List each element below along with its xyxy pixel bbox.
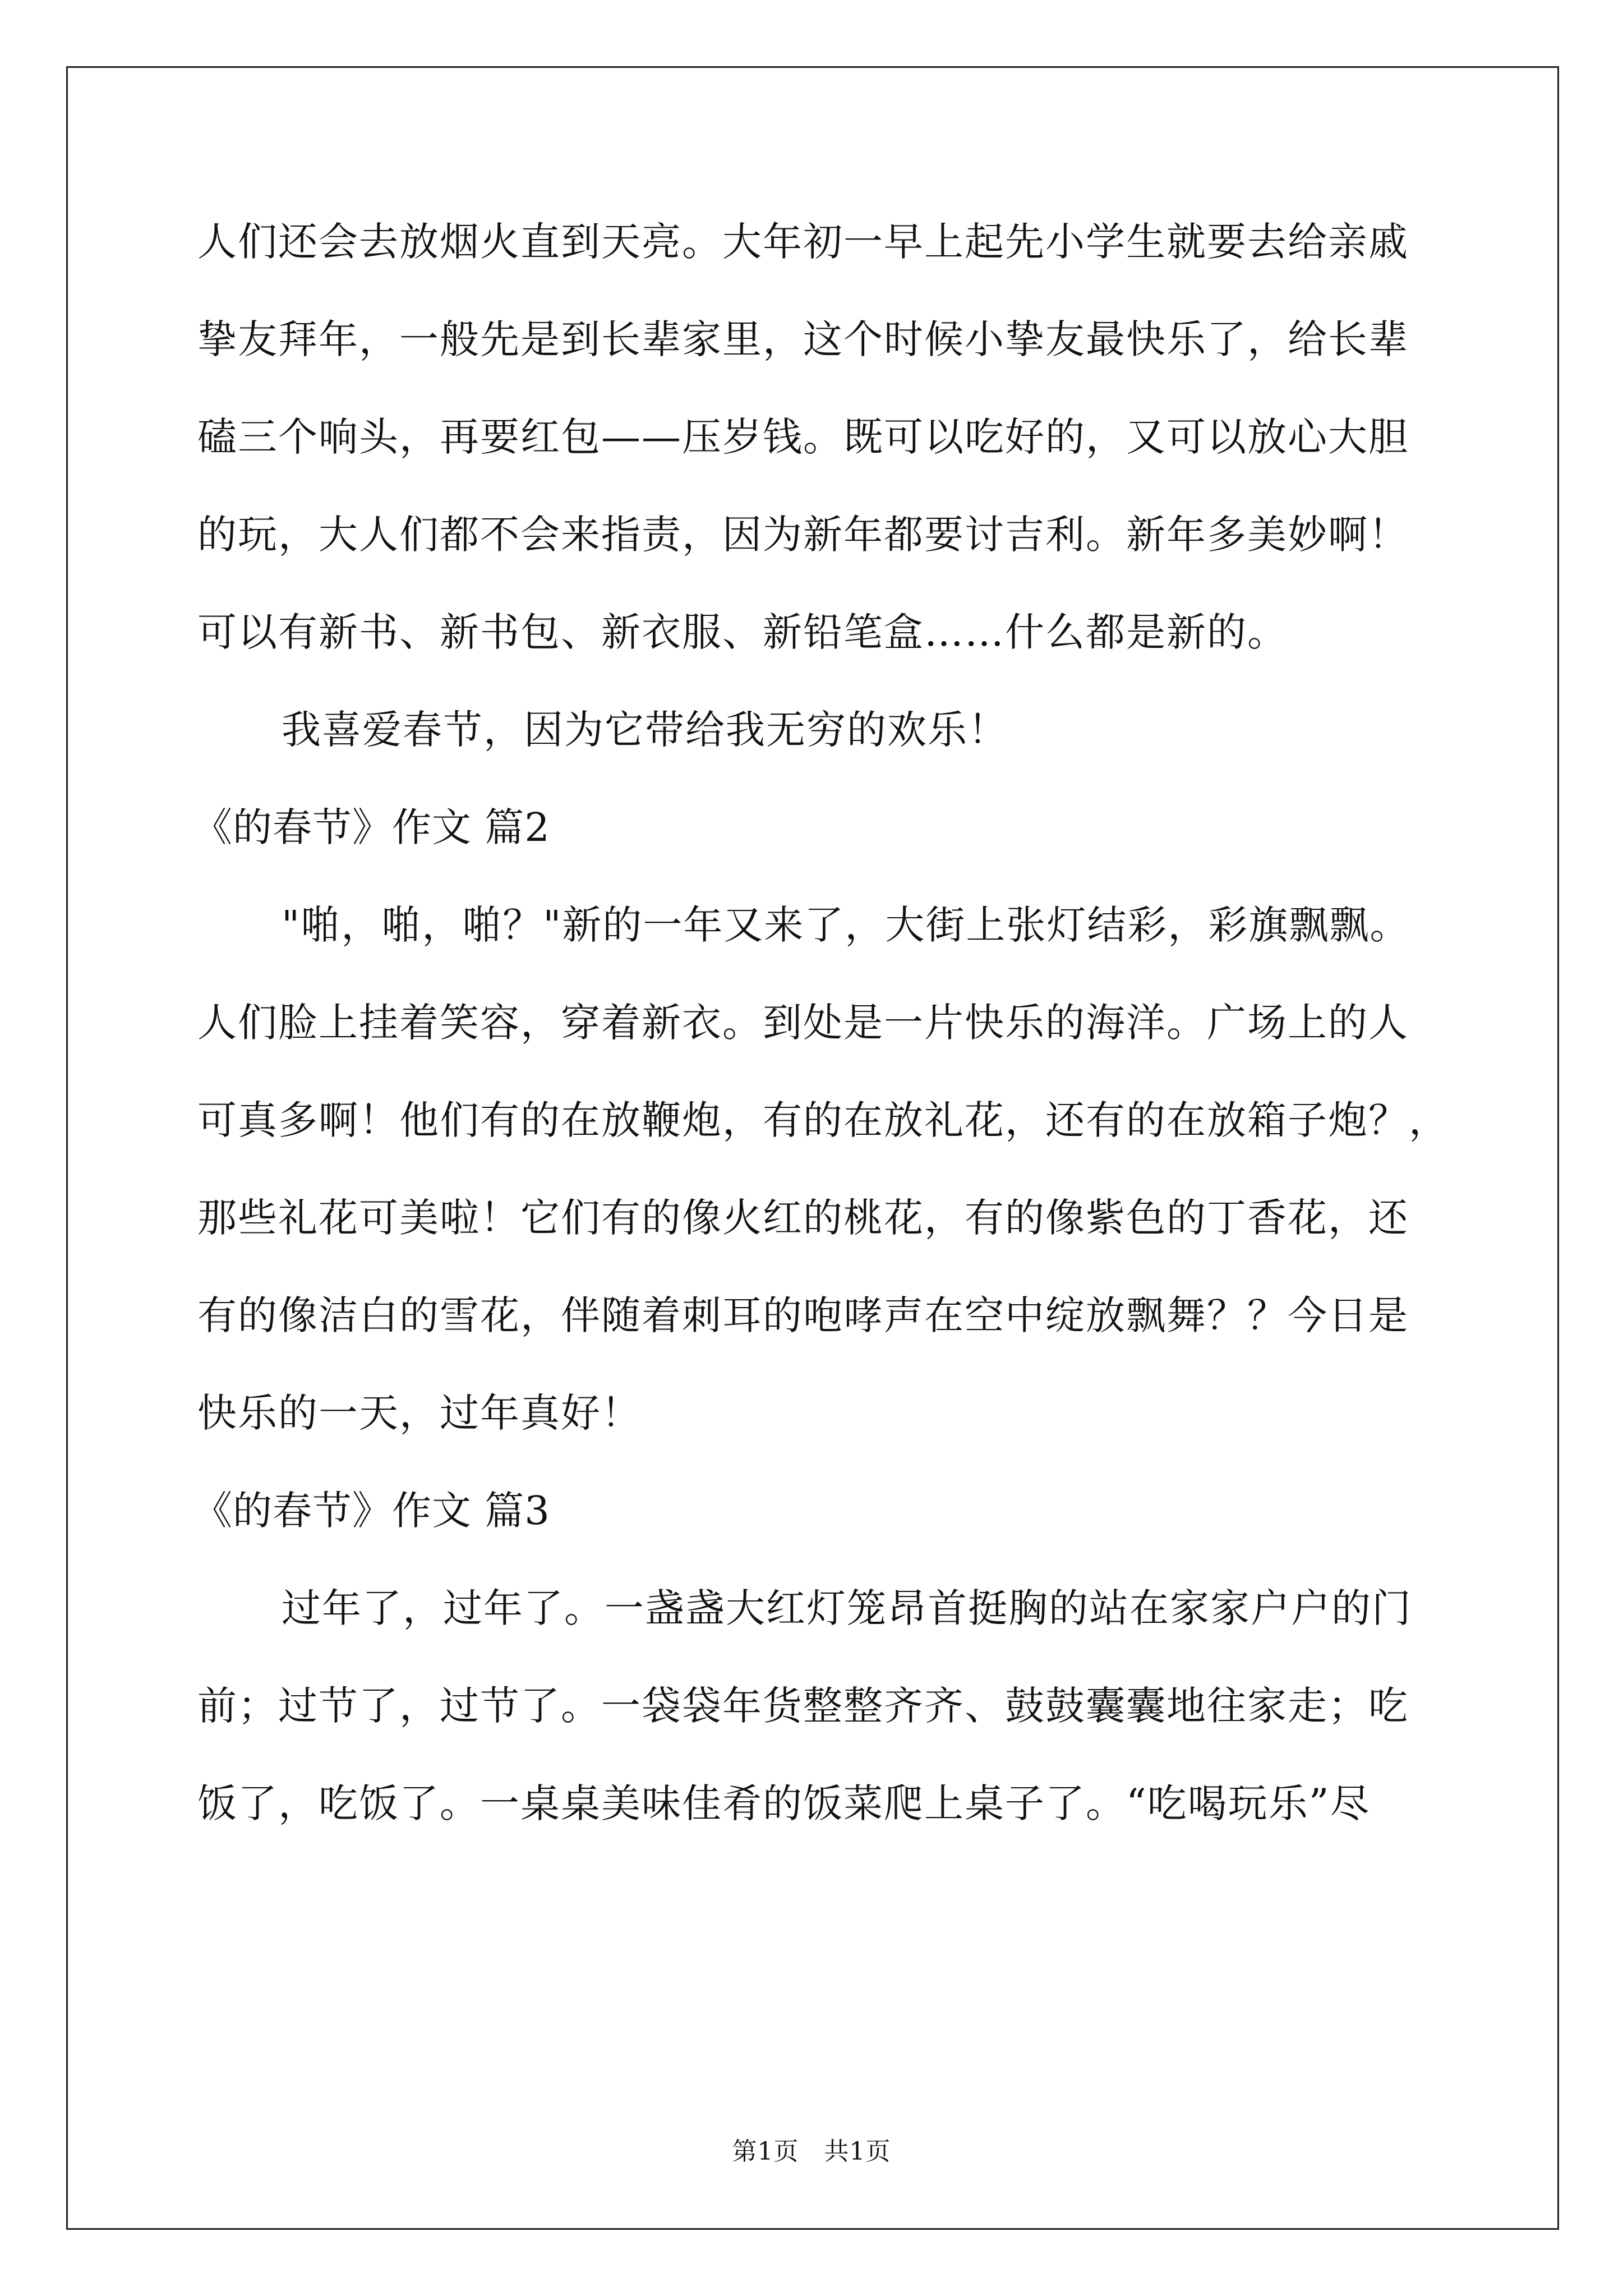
paragraph-line: 磕三个响头，再要红包——压岁钱。既可以吃好的，又可以放心大胆 (197, 414, 1409, 460)
page-footer: 第1页 共1页 (732, 2137, 891, 2166)
paragraph-line: 那些礼花可美啦！它们有的像火红的桃花，有的像紫色的丁香花，还 (197, 1195, 1409, 1241)
paragraph-line: 我喜爱春节，因为它带给我无穷的欢乐！ (282, 707, 1008, 753)
paragraph-line: 过年了，过年了。一盏盏大红灯笼昂首挺胸的站在家家户户的门 (282, 1585, 1412, 1631)
paragraph-line: 前；过节了，过节了。一袋袋年货整整齐齐、鼓鼓囊囊地往家走；吃 (197, 1683, 1409, 1729)
paragraph-line: 的玩，大人们都不会来指责，因为新年都要讨吉利。新年多美妙啊！ (197, 512, 1409, 558)
paragraph-line: 有的像洁白的雪花，伴随着刺耳的咆哮声在空中绽放飘舞？？今日是 (197, 1292, 1409, 1338)
paragraph-line: 可真多啊！他们有的在放鞭炮，有的在放礼花，还有的在放箱子炮？， (197, 1097, 1449, 1143)
section-heading: 《的春节》作文 篇2 (193, 804, 550, 850)
paragraph-line: 人们脸上挂着笑容，穿着新衣。到处是一片快乐的海洋。广场上的人 (197, 1000, 1409, 1046)
section-heading: 《的春节》作文 篇3 (193, 1488, 550, 1534)
page-border (66, 66, 1559, 2230)
paragraph-line: 可以有新书、新书包、新衣服、新铅笔盒……什么都是新的。 (197, 609, 1288, 655)
paragraph-line: 挚友拜年，一般先是到长辈家里，这个时候小挚友最快乐了，给长辈 (197, 316, 1409, 362)
paragraph-line: "啪，啪，啪？"新的一年又来了，大街上张灯结彩，彩旗飘飘。 (282, 902, 1410, 948)
paragraph-line: 饭了，吃饭了。一桌桌美味佳肴的饭菜爬上桌子了。“吃喝玩乐”尽 (197, 1780, 1371, 1826)
paragraph-line: 快乐的一天，过年真好！ (197, 1390, 642, 1436)
paragraph-line: 人们还会去放烟火直到天亮。大年初一早上起先小学生就要去给亲戚 (197, 219, 1409, 265)
